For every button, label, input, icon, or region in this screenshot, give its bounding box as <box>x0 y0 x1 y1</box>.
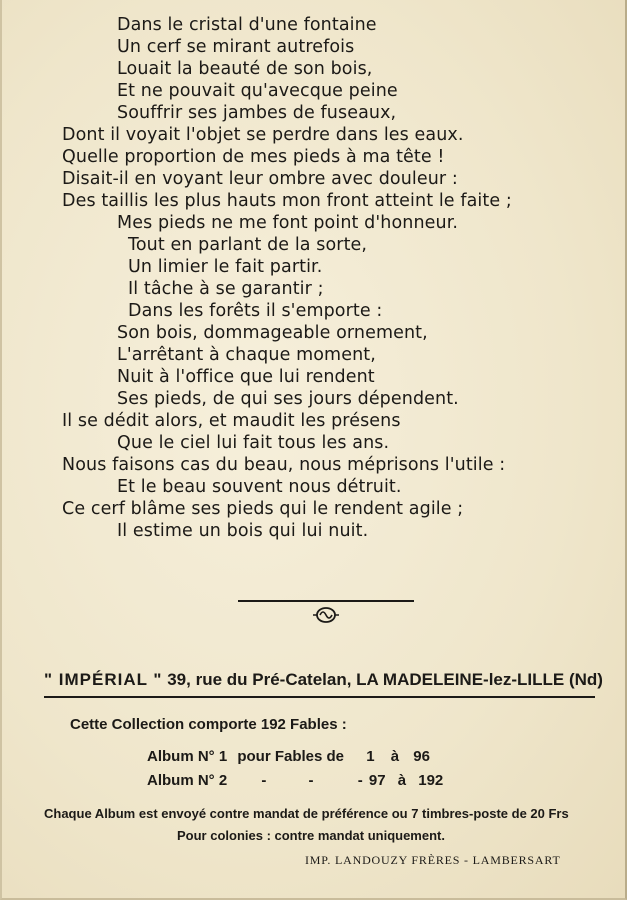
poem-line: Un limier le fait partir. <box>128 257 323 277</box>
poem-line: Dans les forêts il s'emporte : <box>128 301 383 321</box>
poem-line: Ce cerf blâme ses pieds qui le rendent agile ; <box>62 499 464 519</box>
poem-line: Un cerf se mirant autrefois <box>117 37 355 57</box>
album-prefix: pour Fables de <box>237 748 345 765</box>
poem-line: Nous faisons cas du beau, nous méprisons l'utile : <box>62 455 506 475</box>
printer-credit: IMP. LANDOUZY FRÈRES - LAMBERSART <box>305 853 561 867</box>
poem-line: Dont il voyait l'objet se perdre dans les eaux. <box>62 125 464 145</box>
poem-line: L'arrêtant à chaque moment, <box>117 345 376 365</box>
poem-line: Il tâche à se garantir ; <box>128 279 324 299</box>
poem-line: Quelle proportion de mes pieds à ma tête ! <box>62 147 445 167</box>
album-from: 1 <box>366 748 375 765</box>
album-2-line <box>147 772 443 789</box>
poem-line: Et le beau souvent nous détruit. <box>117 477 402 497</box>
publisher-address <box>44 670 603 690</box>
publisher-street: 39, rue du Pré-Catelan, LA MADELEINE-lez-LILLE (Nd) <box>167 670 603 689</box>
poem-line: Tout en parlant de la sorte, <box>128 235 368 255</box>
album-1-line <box>147 748 430 765</box>
poem-line: Dans le cristal d'une fontaine <box>117 15 377 35</box>
album-to: 96 <box>413 748 430 765</box>
publisher-rule <box>44 696 595 698</box>
poem-line: Son bois, dommageable ornement, <box>117 323 428 343</box>
separator-ornament <box>238 598 414 626</box>
poem-line: Il se dédit alors, et maudit les présens <box>62 411 401 431</box>
separator-rule <box>238 600 414 602</box>
album-sep: à <box>397 772 407 789</box>
poem-line: Louait la beauté de son bois, <box>117 59 373 79</box>
poem-line: Souffrir ses jambes de fuseaux, <box>117 103 397 123</box>
poem-line: Ses pieds, de qui ses jours dépendent. <box>117 389 459 409</box>
poem-line: Que le ciel lui fait tous les ans. <box>117 433 390 453</box>
album-from: 97 <box>368 772 386 789</box>
ditto-mark: - <box>357 772 363 789</box>
poem-line: Des taillis les plus hauts mon front atteint le faite ; <box>62 191 512 211</box>
album-to: 192 <box>418 772 444 789</box>
album-label: Album N° 2 <box>147 772 228 789</box>
poem-line: Et ne pouvait qu'avecque peine <box>117 81 398 101</box>
album-sep: à <box>390 748 400 765</box>
fleuron-icon <box>311 606 341 624</box>
publisher-name: " IMPÉRIAL " <box>44 670 163 689</box>
poem-line: Mes pieds ne me font point d'honneur. <box>117 213 459 233</box>
poem-line: Disait-il en voyant leur ombre avec douleur : <box>62 169 458 189</box>
colonies-note: Pour colonies : contre mandat uniquement. <box>177 828 445 843</box>
poem-line: Il estime un bois qui lui nuit. <box>117 521 369 541</box>
shipping-note: Chaque Album est envoyé contre mandat de préférence ou 7 timbres-poste de 20 Frs <box>44 806 569 821</box>
ditto-mark: - <box>261 772 267 789</box>
ditto-mark: - <box>308 772 314 789</box>
album-label: Album N° 1 <box>147 748 228 765</box>
collection-count: Cette Collection comporte 192 Fables : <box>70 716 347 733</box>
poem-line: Nuit à l'office que lui rendent <box>117 367 375 387</box>
